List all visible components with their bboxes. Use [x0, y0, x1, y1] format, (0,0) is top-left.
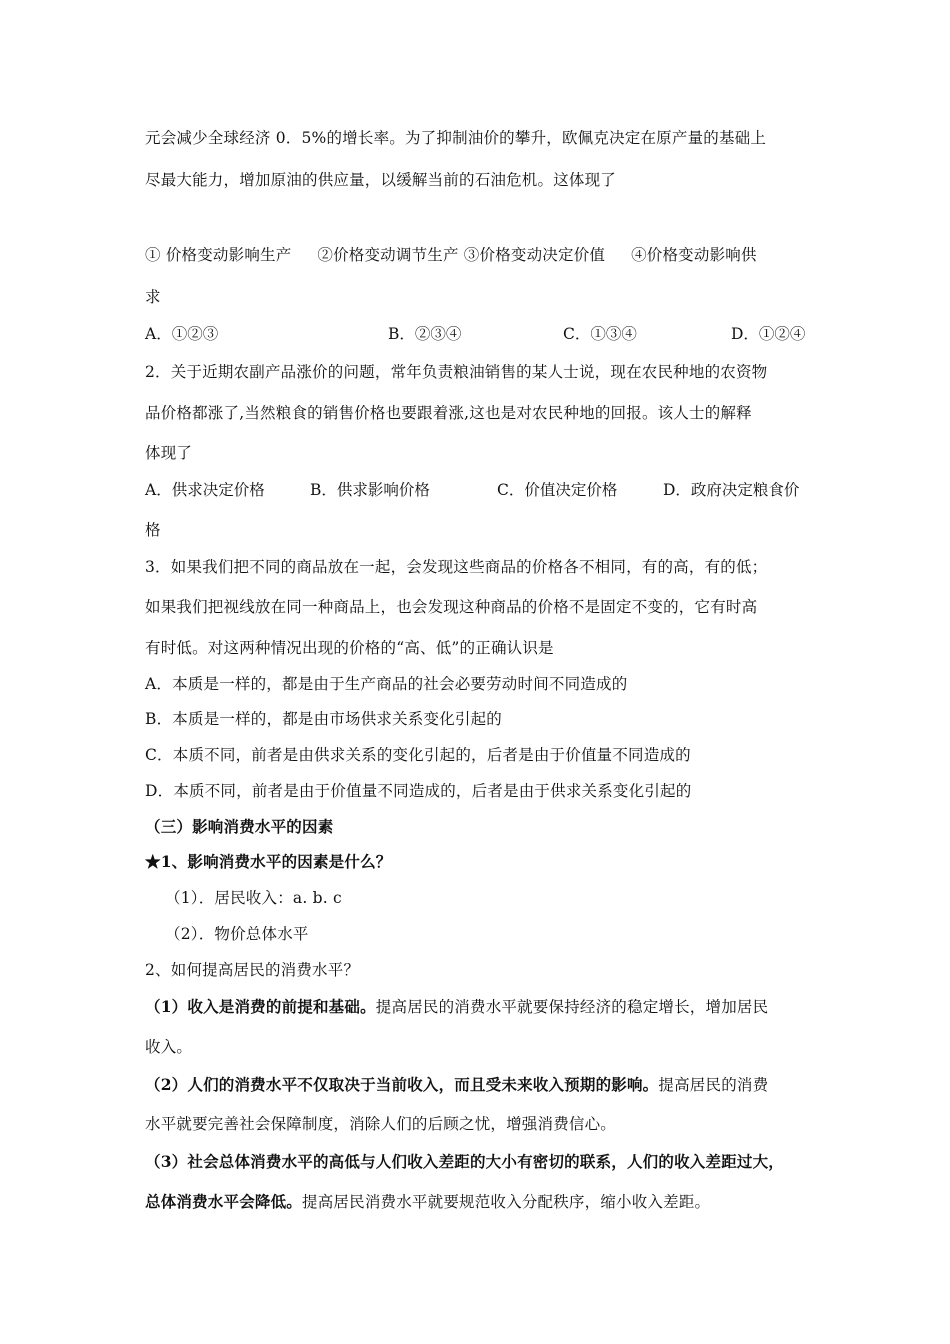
section-point-2 [145, 1075, 768, 1095]
q2-line-3: 体现了 [145, 444, 193, 462]
section-point-1-line-2: 收入。 [145, 1038, 193, 1056]
section-point-3-rest: 提高居民消费水平就要规范收入分配秩序，缩小收入差距。 [302, 1193, 711, 1211]
section-question-1: ★1、影响消费水平的因素是什么？ [145, 852, 392, 871]
section-point-3-line-1: （3）社会总体消费水平的高低与人们收入差距的大小有密切的联系，人们的收入差距过大， [145, 1152, 784, 1171]
q3-line-1: 3．如果我们把不同的商品放在一起，会发现这些商品的价格各不相同，有的高，有的低； [145, 558, 768, 576]
q1-choices-line-2: 求 [145, 288, 161, 306]
q2-option-a: A．供求决定价格 [145, 481, 265, 499]
q1-option-c: C．①③④ [563, 325, 637, 343]
q2-line-1: 2．关于近期农副产品涨价的问题，常年负责粮油销售的某人士说，现在农民种地的农资物 [145, 363, 768, 381]
section-point-1 [145, 997, 768, 1017]
section-point-3-line-2 [145, 1192, 710, 1212]
section-point-2-bold: （2）人们的消费水平不仅取决于当前收入，而且受未来收入预期的影响。 [145, 1075, 659, 1094]
intro-line-1: 元会减少全球经济 0．5%的增长率。为了抑制油价的攀升，欧佩克决定在原产量的基础上 [145, 129, 767, 147]
q2-option-c: C．价值决定价格 [497, 481, 618, 499]
q3-option-a: A．本质是一样的，都是由于生产商品的社会必要劳动时间不同造成的 [145, 675, 628, 693]
q1-option-b: B．②③④ [388, 325, 462, 343]
section-point-2-rest: 提高居民的消费 [658, 1076, 769, 1094]
q2-option-d-wrap: 格 [145, 521, 161, 539]
section-question-2: 2、如何提高居民的消费水平？ [145, 961, 360, 979]
section-point-1-bold: （1）收入是消费的前提和基础。 [145, 997, 376, 1016]
q1-option-a: A．①②③ [145, 325, 219, 343]
section-point-3-bold: 总体消费水平会降低。 [145, 1192, 303, 1211]
section-item-2: （2）．物价总体水平 [165, 925, 309, 943]
q3-line-3: 有时低。对这两种情况出现的价格的“高、低”的正确认识是 [145, 639, 554, 657]
section-heading: （三）影响消费水平的因素 [145, 817, 334, 836]
q2-option-b: B．供求影响价格 [310, 481, 430, 499]
section-item-1: （1）．居民收入：a. b. c [165, 889, 342, 907]
q3-option-b: B．本质是一样的，都是由市场供求关系变化引起的 [145, 710, 502, 728]
q2-line-2: 品价格都涨了,当然粮食的销售价格也要跟着涨,这也是对农民种地的回报。该人士的解释 [145, 404, 752, 422]
section-point-1-rest: 提高居民的消费水平就要保持经济的稳定增长，增加居民 [375, 998, 769, 1016]
intro-line-2: 尽最大能力，增加原油的供应量，以缓解当前的石油危机。这体现了 [145, 171, 617, 189]
q2-option-d: D．政府决定粮食价 [663, 481, 800, 499]
q3-line-2: 如果我们把视线放在同一种商品上，也会发现这种商品的价格不是固定不变的，它有时高 [145, 598, 758, 616]
q3-option-c: C．本质不同，前者是由供求关系的变化引起的，后者是由于价值量不同造成的 [145, 746, 691, 764]
section-point-2-line-2: 水平就要完善社会保障制度，消除人们的后顾之忧，增强消费信心。 [145, 1115, 617, 1133]
q1-option-d: D．①②④ [731, 325, 806, 343]
q1-choices-line-1: ① 价格变动影响生产 ②价格变动调节生产 ③价格变动决定价值 ④价格变动影响供 [145, 246, 757, 264]
q3-option-d: D．本质不同，前者是由于价值量不同造成的，后者是由于供求关系变化引起的 [145, 782, 692, 800]
